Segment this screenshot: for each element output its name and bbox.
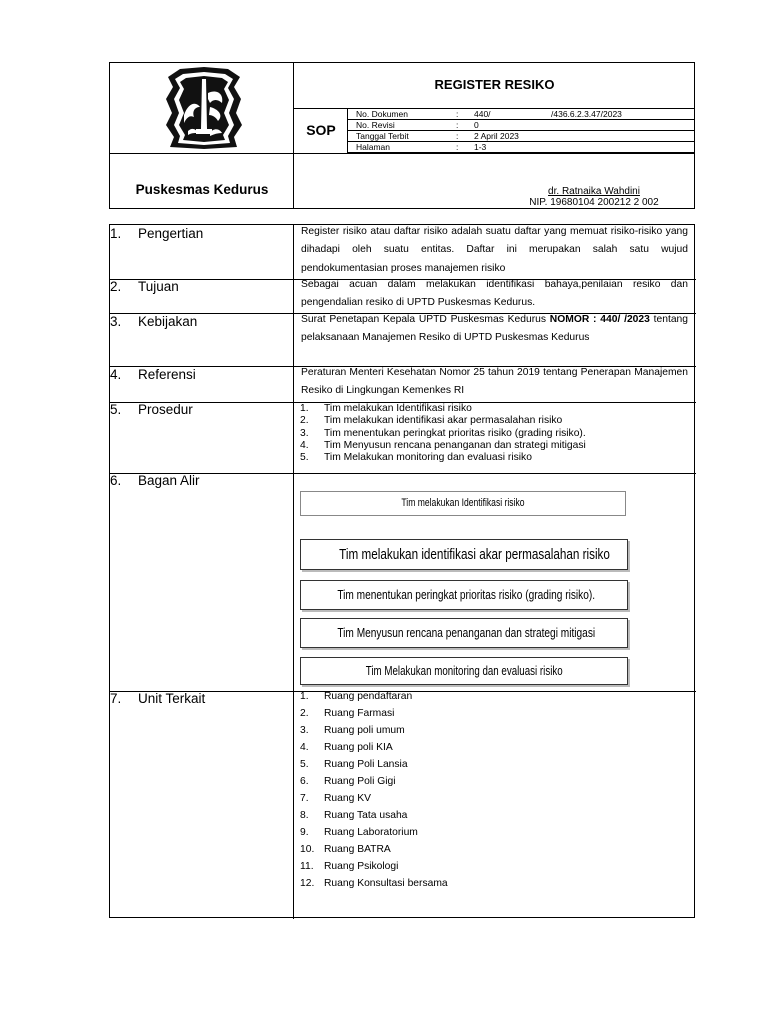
column-divider <box>293 225 294 919</box>
meta-value: 1-3 <box>474 142 487 152</box>
signature-cell <box>294 154 695 209</box>
meta-colon: : <box>456 120 459 130</box>
section-number: 4. <box>110 367 122 382</box>
meta-value: 2 April 2023 <box>474 131 519 141</box>
flow-step-1: Tim melakukan Identifikasi risiko <box>300 491 626 516</box>
meta-value: 440/ <box>474 109 491 119</box>
section-number: 1. <box>110 226 122 241</box>
flow-step-4: Tim Menyusun rencana penanganan dan strategi mitigasi <box>300 618 628 648</box>
meta-colon: : <box>456 109 459 119</box>
meta-value: 0 <box>474 120 479 130</box>
section-title: Bagan Alir <box>138 473 200 488</box>
section-number: 3. <box>110 314 122 329</box>
document-header <box>109 62 695 209</box>
meta-label: Tanggal Terbit <box>356 131 409 141</box>
sop-body-table: 1. Pengertian Register risiko atau daftar risiko adalah suatu daftar yang memuat risiko-risiko yang dihadapi oleh suatu entitas. Daftar ini merupakan salah satu wujud pendokumentasian proses manajemen risiko 2. Tujuan Sebagai acuan dalam melakukan identifikasi bahaya,penilaian resiko dan pengendalian resiko di UPTD Puskesmas Kedurus. 3. Kebijakan Surat Penetapan Kepala UPTD Puskesmas Kedurus NOMOR : 440/ /2023 tentang pelaksanaan Manajemen Resiko di UPTD Puskesmas Kedurus 4. Referensi Peraturan Menteri Kesehatan Nomor 25 tahun 2019 tentang Penerapan Manajemen Resiko di Lingkungan Kemenkes RI 5. Prosedur 1. Tim melakukan Identifikasi risiko 2. Tim melakukan identifikasi akar permasalahan risiko 3. Tim menentukan peringkat prioritas risiko (grading risiko). 4. Tim Menyusun rencana penanganan dan strategi mitigasi 5. Tim Melakukan monitoring dan evaluasi risiko 6. Bagan Alir Tim melakukan Identifikasi risiko Tim melakukan identifikasi akar permasalahan risiko Tim menentukan peringkat prioritas risiko (grading risiko). Tim Menyusun rencana penanganan dan strategi mitigasi Tim Melakukan monitoring dan evaluasi risiko 7. Unit Terkait 1. Ruang pendaftaran 2. Ruang Farmasi 3. Ruang poli umum 4. Ruang poli KIA 5. Ruang Poli Lansia 6. Ruang Poli Gigi 7. Ruang KV 8. Ruang Tata usaha 9. Ruang Laboratorium 10. Ruang BATRA 11. Ruang Psikologi 12. Ruang Konsultasi bersama <box>109 224 695 918</box>
meta-row-page <box>348 142 695 153</box>
section-number: 7. <box>110 691 122 706</box>
meta-colon: : <box>456 142 459 152</box>
meta-label: No. Dokumen <box>356 109 408 119</box>
section-title: Prosedur <box>138 402 193 417</box>
kebijakan-text <box>301 311 688 348</box>
tujuan-text: Sebagai acuan dalam melakukan identifikasi bahaya,penilaian resiko dan pengendalian resiko di UPTD Puskesmas Kedurus. <box>301 279 688 309</box>
section-number: 6. <box>110 473 122 488</box>
decree-number: NOMOR : 440/ /2023 <box>549 314 650 325</box>
kebijakan-text-part: Surat Penetapan Kepala UPTD Puskesmas Kedurus <box>301 314 550 325</box>
meta-value-suffix: /436.6.2.3.47/2023 <box>551 109 622 119</box>
section-title: Referensi <box>138 367 196 382</box>
meta-label: Halaman <box>356 142 391 152</box>
section-title: Tujuan <box>138 279 179 294</box>
sop-label: SOP <box>306 122 336 138</box>
pengertian-text: Register risiko atau daftar risiko adalah suatu daftar yang memuat risiko-risiko yang dihadapi oleh suatu entitas. Daftar ini merupakan salah satu wujud pendokumentasian proses manajemen risiko <box>301 226 688 274</box>
section-number: 2. <box>110 279 122 294</box>
flow-step-3: Tim menentukan peringkat prioritas risiko (grading risiko). <box>300 580 628 610</box>
document-meta-table <box>348 109 695 154</box>
section-number: 5. <box>110 402 122 417</box>
meta-colon: : <box>456 131 459 141</box>
section-title: Unit Terkait <box>138 691 206 706</box>
document-title: REGISTER RESIKO <box>434 77 555 92</box>
meta-row-doc-number <box>348 109 695 120</box>
kebijakan-text-part: tentang pelaksanaan Manajemen Resiko di UPTD Puskesmas Kedurus <box>301 314 688 344</box>
institution-name: Puskesmas Kedurus <box>135 182 269 197</box>
logo-cell <box>110 63 294 154</box>
referensi-text: Peraturan Menteri Kesehatan Nomor 25 tahun 2019 tentang Penerapan Manajemen Resiko di Lingkungan Kemenkes RI <box>301 367 688 397</box>
meta-label: No. Revisi <box>356 120 395 130</box>
signer-nip: NIP. 19680104 200212 2 002 <box>529 197 659 208</box>
title-cell <box>294 63 695 109</box>
sop-cell <box>294 109 348 154</box>
city-emblem-logo <box>110 63 294 154</box>
section-title: Kebijakan <box>138 314 198 329</box>
meta-row-issue-date <box>348 131 695 142</box>
flow-step-2: Tim melakukan identifikasi akar permasalahan risiko <box>300 539 628 570</box>
meta-row-revision <box>348 120 695 131</box>
flow-step-5: Tim Melakukan monitoring dan evaluasi risiko <box>300 657 628 685</box>
signer-name: dr. Ratnaika Wahdini <box>548 186 640 197</box>
section-title: Pengertian <box>138 226 204 241</box>
